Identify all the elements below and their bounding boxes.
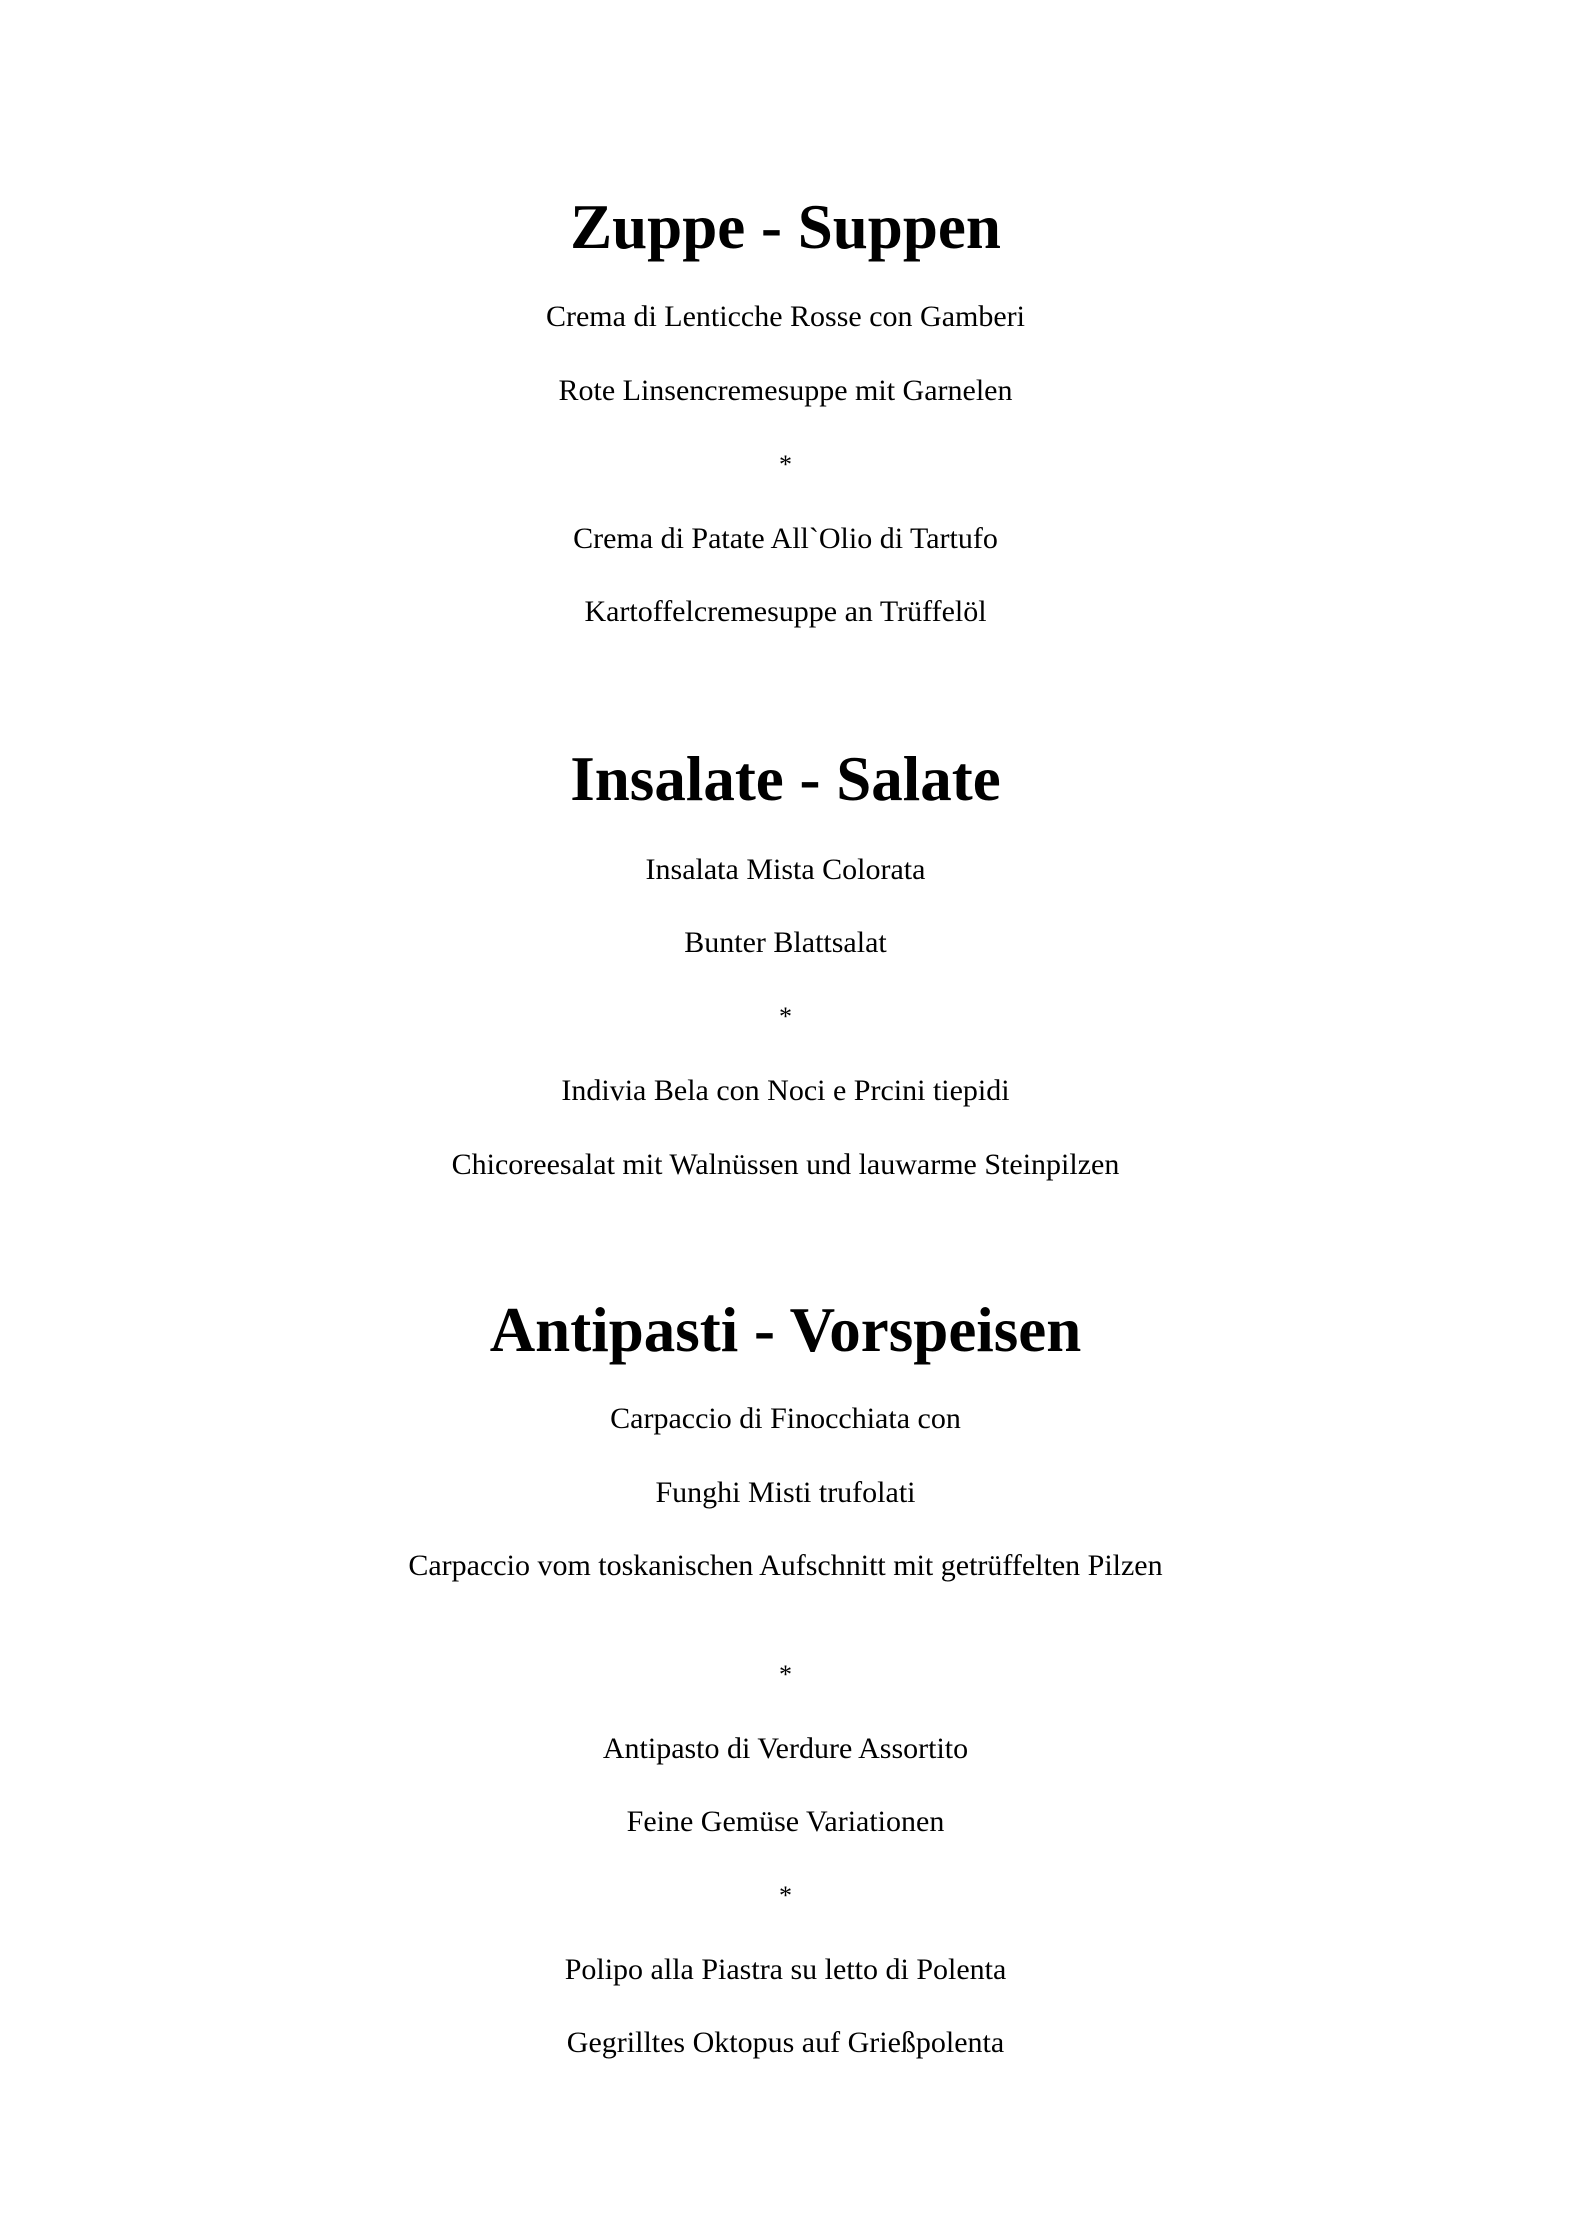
menu-item-german: Feine Gemüse Variationen	[626, 1805, 945, 1838]
menu-item-german: Kartoffelcremesuppe an Trüffelöl	[584, 595, 987, 628]
section-heading-salads: Insalate - Salate	[570, 744, 1001, 814]
menu-item-italian: Polipo alla Piastra su letto di Polenta	[564, 1953, 1007, 1986]
menu-item-german: Bunter Blattsalat	[684, 926, 887, 959]
menu-separator: *	[779, 450, 792, 479]
menu-item-italian: Carpaccio di Finocchiata con	[610, 1402, 961, 1435]
menu-item-italian: Crema di Lenticche Rosse con Gamberi	[545, 300, 1025, 333]
section-heading-starters: Antipasti - Vorspeisen	[489, 1295, 1082, 1365]
menu-item-italian: Crema di Patate All`Olio di Tartufo	[573, 522, 998, 555]
menu-separator: *	[779, 1881, 792, 1910]
menu-item-italian: Funghi Misti trufolati	[655, 1476, 916, 1509]
menu-item-italian: Indivia Bela con Noci e Prcini tiepidi	[561, 1074, 1010, 1107]
menu-separator: *	[779, 1002, 792, 1031]
menu-item-german: Gegrilltes Oktopus auf Grießpolenta	[566, 2026, 1005, 2059]
menu-separator: *	[779, 1660, 792, 1689]
menu-item-german: Rote Linsencremesuppe mit Garnelen	[558, 374, 1013, 407]
menu-item-german: Chicoreesalat mit Walnüssen und lauwarme Steinpilzen	[451, 1148, 1120, 1181]
menu-item-italian: Insalata Mista Colorata	[645, 853, 926, 886]
section-heading-soups: Zuppe - Suppen	[570, 192, 1001, 262]
menu-item-german: Carpaccio vom toskanischen Aufschnitt mit getrüffelten Pilzen	[408, 1549, 1163, 1582]
menu-item-italian: Antipasto di Verdure Assortito	[602, 1732, 969, 1765]
